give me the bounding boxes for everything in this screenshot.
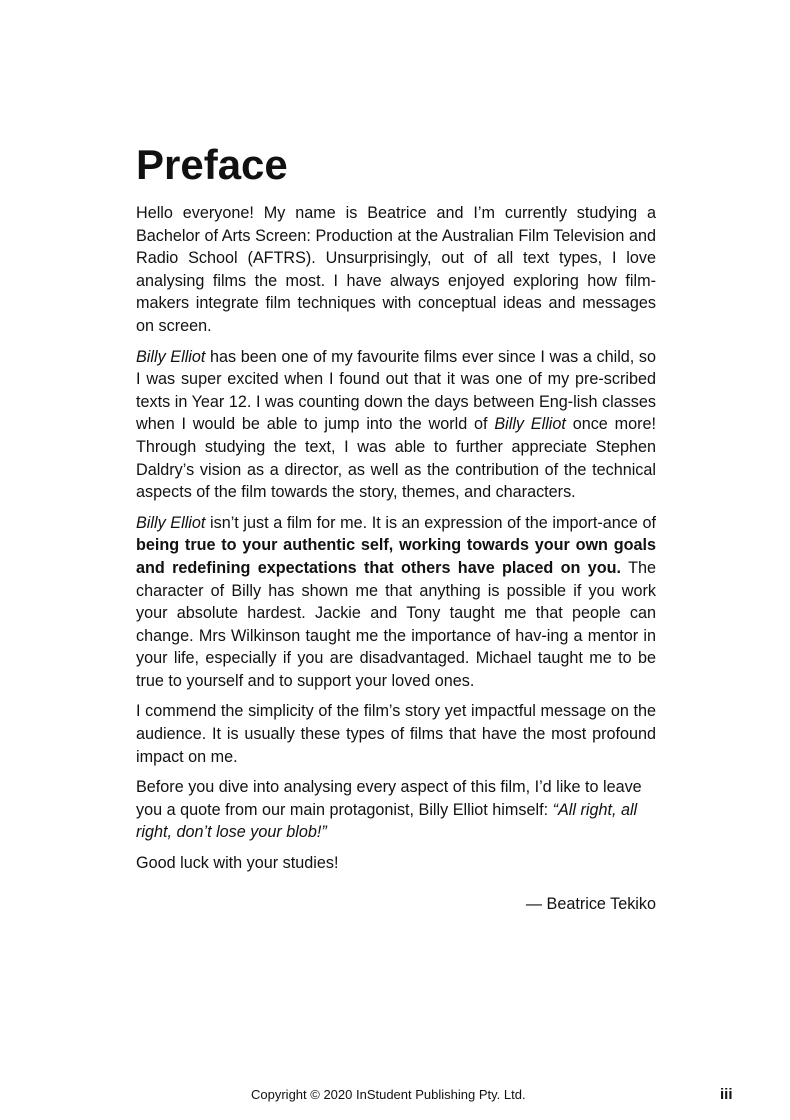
page-title: Preface <box>136 141 288 188</box>
bold-emphasis: being true to your authentic self, working towards your own goals and redefining expectations that others have placed on you. <box>136 536 656 577</box>
film-title-italic: Billy Elliot <box>136 513 206 532</box>
paragraph-expression <box>136 512 656 693</box>
preface-content <box>136 140 656 923</box>
film-title-italic: Billy Elliot <box>494 415 566 434</box>
quote-italic: “All right, all right, don’t lose your blob!” <box>136 800 638 842</box>
paragraph-intro: Hello everyone! My name is Beatrice and I’m currently studying a Bachelor of Arts Screen: Production at the Australian Film Television and Radio School (AFTRS). Unsurprisingly, out of all text types, I love analysing films the most. I have always enjoyed exploring how film-makers integrate film techniques with conceptual ideas and messages on screen. <box>136 204 656 335</box>
paragraph-text: has been one of my favourite films ever since I was a child, so I was super excited when I found out that it was one of my pre-scribed texts in Year 12. I was counting down the days between Eng-lish classes when I would be able to jump into the world of <box>136 347 657 434</box>
paragraph-commend: I commend the simplicity of the film’s story yet impactful message on the audience. It is usually these types of films that have the most profound impact on me. <box>136 702 656 766</box>
paragraph-favourite-film <box>136 346 656 504</box>
page-footer <box>0 1086 790 1106</box>
paragraph-text: The character of Billy has shown me that anything is possible if you work your absolute hardest. Jackie and Tony taught me that people can change. Mrs Wilkinson taught me the importance of hav-ing a mentor in your life, especially if you are disadvantaged. Michael taught me to be true to yourself and to support your loved ones. <box>136 558 656 690</box>
paragraph-good-luck: Good luck with your studies! <box>136 854 339 873</box>
copyright-notice: Copyright © 2020 InStudent Publishing Pty. Ltd. <box>251 1087 526 1102</box>
film-title-italic: Billy Elliot <box>136 347 206 366</box>
paragraph-quote <box>136 776 656 844</box>
paragraph-text: Before you dive into analysing every aspect of this film, I’d like to leave you a quote from our main protagonist, Billy Elliot himself: <box>136 778 642 819</box>
paragraph-text: once more! Through studying the text, I was able to further appreciate Stephen Daldry’s vision as a director, as well as the contribution of the technical aspects of the film towards the story, themes, and characters. <box>136 415 656 502</box>
signature: — Beatrice Tekiko <box>525 894 656 913</box>
paragraph-text: isn’t just a film for me. It is an expression of the import-ance of <box>205 513 657 532</box>
page-number: iii <box>720 1086 733 1103</box>
